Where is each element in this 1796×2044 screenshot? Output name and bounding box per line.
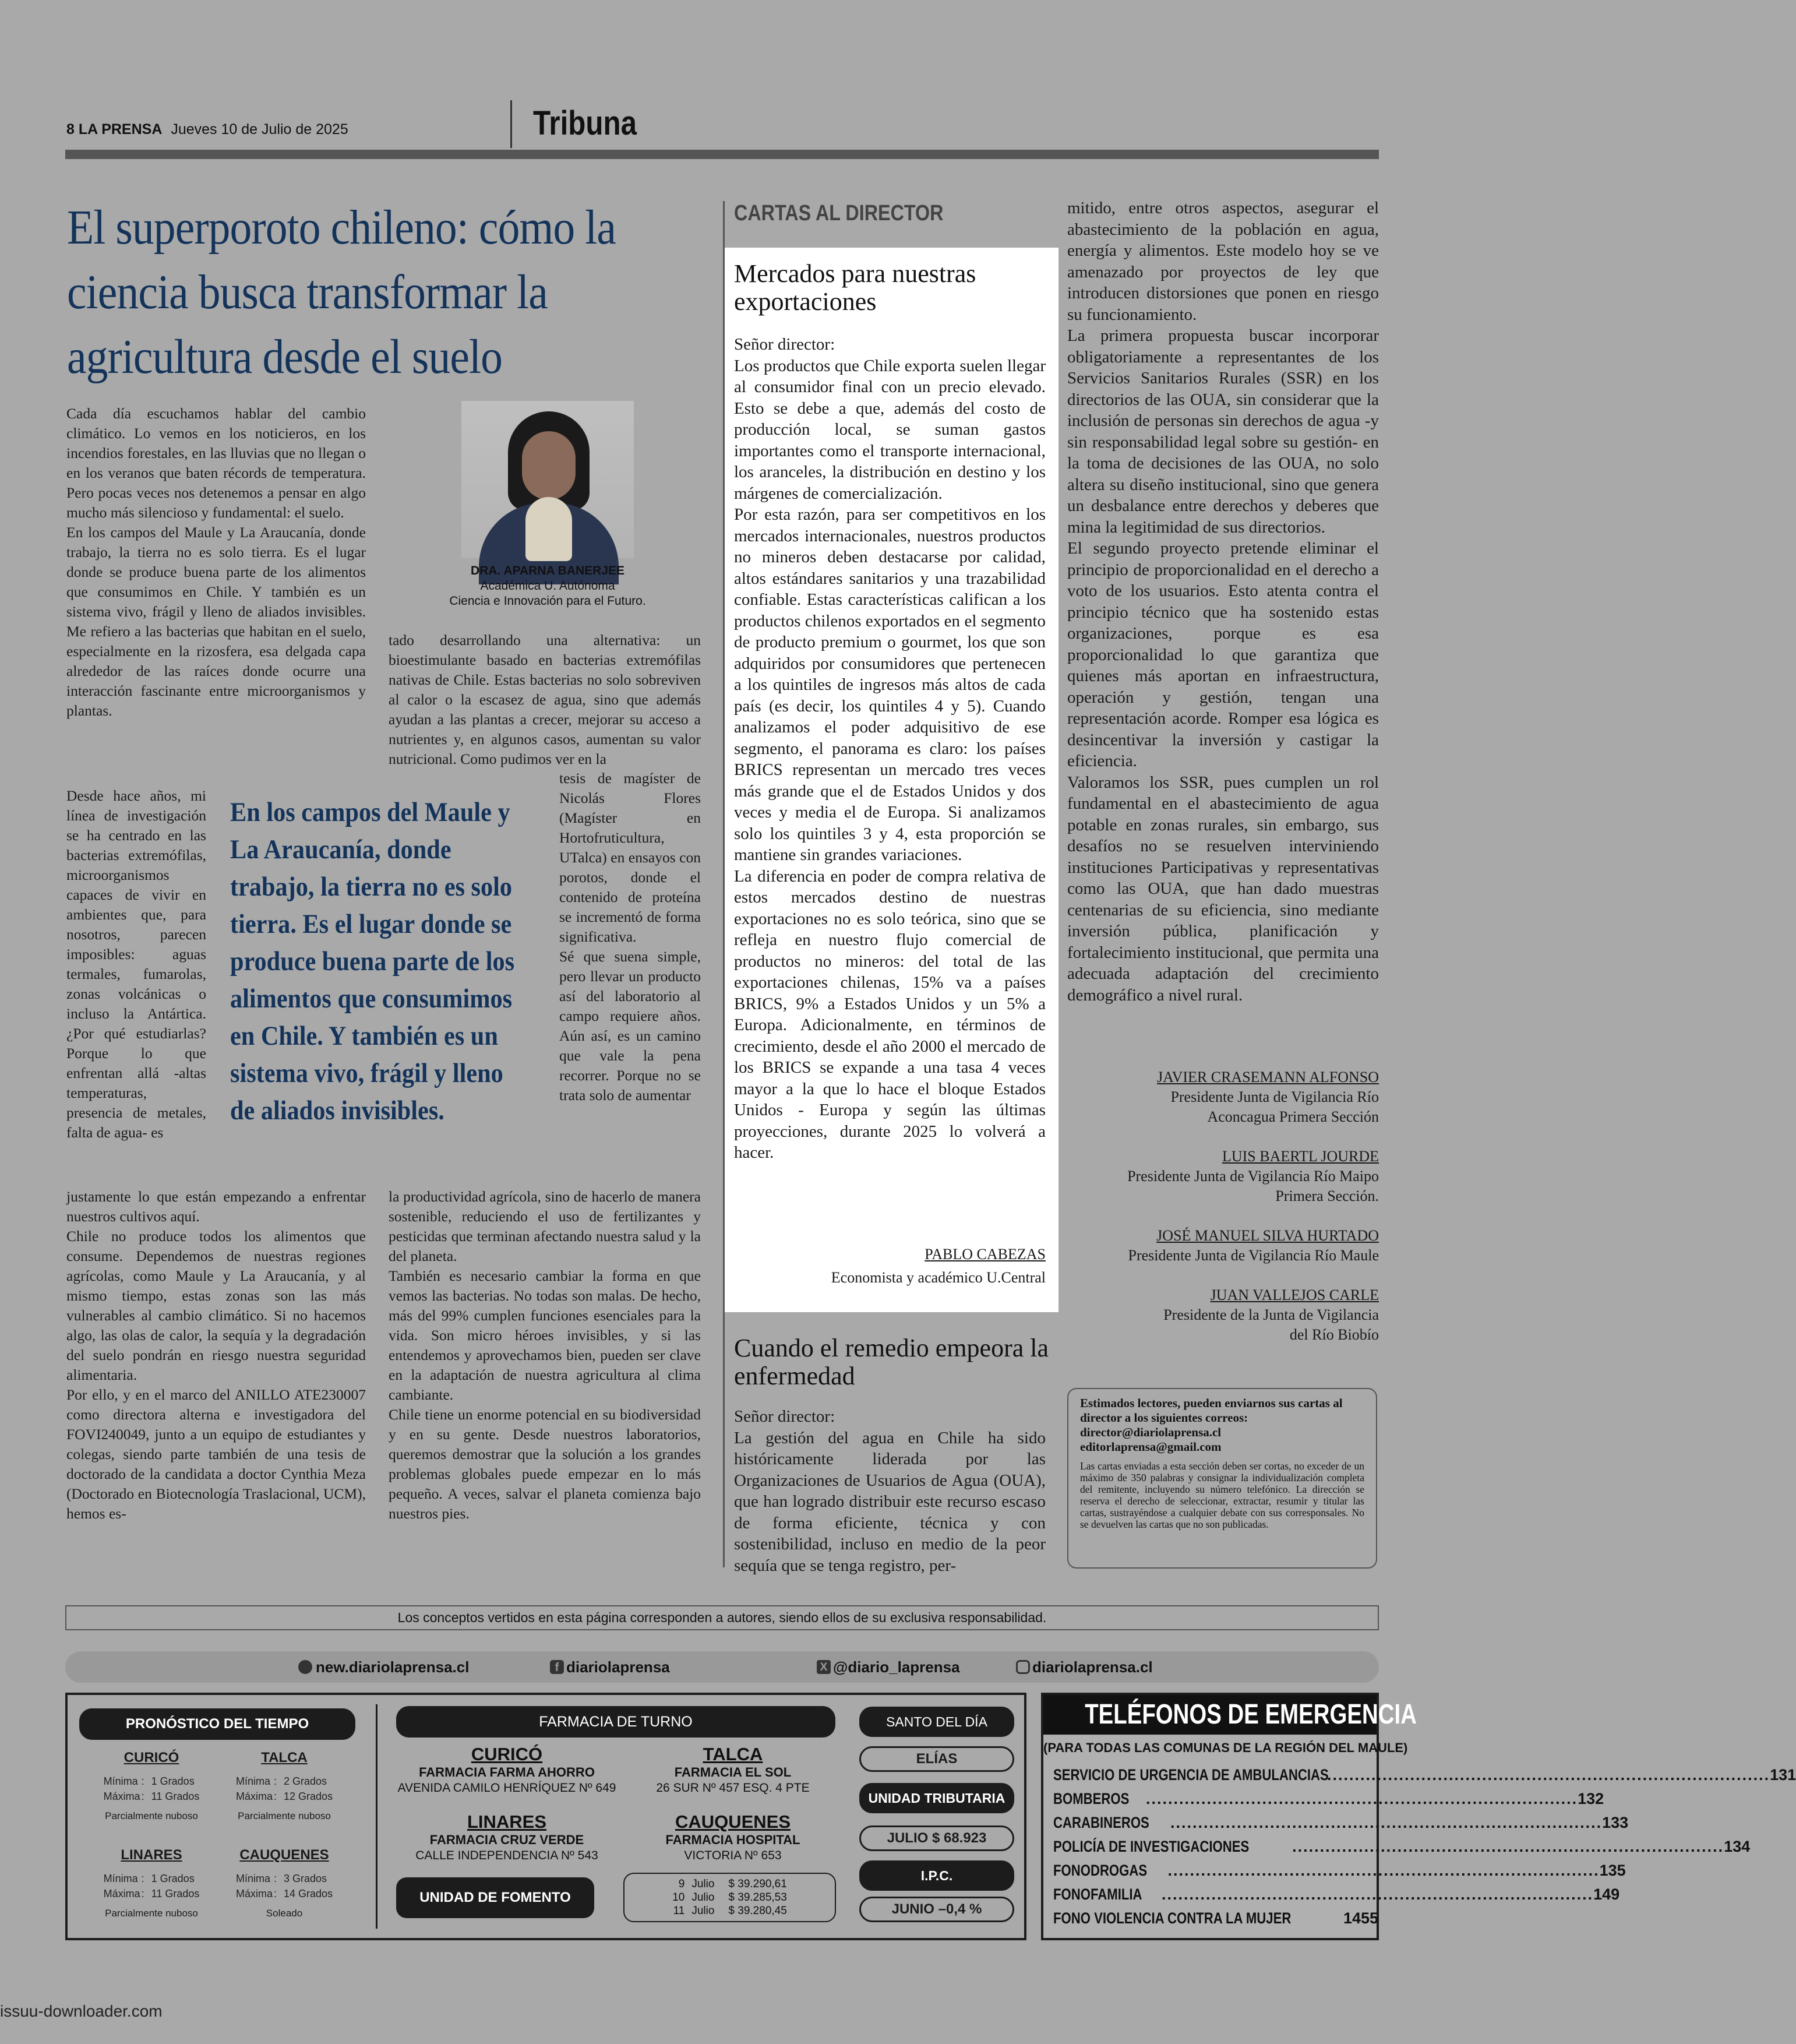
weather-linares: [87, 1847, 216, 1919]
uf-row: 9 Julio $ 39.290,61: [678, 1878, 787, 1890]
pharmacy-curico: [379, 1745, 635, 1796]
author-role-2: Ciencia e Innovación para el Futuro.: [449, 594, 646, 608]
pharmacy-address: VICTORIA Nº 653: [684, 1849, 782, 1862]
uf-table: [623, 1873, 836, 1922]
social-facebook-label: diariolaprensa: [566, 1658, 670, 1676]
pharmacy-name: FARMACIA FARMA AHORRO: [419, 1765, 595, 1779]
signer-role: Presidente Junta de Vigilancia Río Maule: [1128, 1247, 1379, 1264]
utm-label: UNIDAD TRIBUTARIA: [859, 1783, 1014, 1813]
uf-row: 10 Julio $ 39.285,53: [672, 1891, 787, 1904]
ipc-value: JUNIO –0,4 %: [859, 1897, 1014, 1922]
disclaimer-box: [65, 1605, 1379, 1630]
author-name: DRA. APARNA BANERJEE: [470, 564, 625, 577]
uf-row: 11 Julio $ 39.280,45: [673, 1905, 787, 1917]
letters-info-box: [1067, 1388, 1377, 1569]
weather-cauquenes: [220, 1847, 348, 1919]
info-email-2[interactable]: editorlaprensa@gmail.com: [1080, 1440, 1222, 1454]
letter-paragraph: La primera propuesta buscar incorporar obligatoriamente a representantes de los Servicios Sanitarios Rurales (SSR) en los directorios de las OUA, sin considerar que la inclusión de personas sin derechos de agua -y sin responsabilidad legal sobre su gestión- en la toma de decisiones de las OUA, no solo altera su diseño institucional, sino que genera un desbalance entre derechos y deberes que mina la legitimidad de sus directorios.: [1067, 326, 1379, 537]
article-paragraph: tesis de magíster de Nicolás Flores (Magíster en Hortofruticultura, UTalca) en ensayos con porotos, donde el contenido de proteína se incrementó de forma significativa.: [559, 770, 701, 945]
article-paragraph: la productividad agrícola, sino de hacerlo de manera sostenible, reduciendo el uso de fertilizantes y pesticidas que terminan afectando nuestra salud y la del planeta.: [389, 1188, 701, 1264]
weather-desc: Parcialmente nuboso: [105, 1810, 198, 1821]
social-facebook[interactable]: [550, 1658, 670, 1676]
header-rule: [65, 150, 1379, 159]
article-title: El superporoto chileno: cómo la ciencia busca transformar la agricultura desde el suelo: [67, 200, 616, 384]
pharmacy-title: FARMACIA DE TURNO: [396, 1706, 835, 1738]
x-icon: X: [817, 1660, 831, 1674]
emergency-title: [1043, 1695, 1417, 1735]
pharmacy-talca: [622, 1745, 844, 1796]
page-number: 8: [66, 121, 75, 138]
ipc-label: I.P.C.: [859, 1860, 1014, 1891]
article-col1-narrow: [66, 786, 206, 1182]
issue-date: Jueves 10 de Julio de 2025: [171, 121, 348, 138]
pharmacy-name: FARMACIA HOSPITAL: [665, 1832, 800, 1847]
emergency-list: [1053, 1763, 1796, 1930]
emergency-row: SERVICIO DE URGENCIA DE AMBULANCIAS ................................................................................ 131: [1053, 1766, 1796, 1784]
emergency-row: FONO VIOLENCIA CONTRA LA MUJER 1455: [1053, 1909, 1379, 1927]
weather-city-name: CURICÓ: [124, 1750, 179, 1765]
letter-paragraph: mitido, entre otros aspectos, asegurar el abastecimiento de la población en agua, energía y alimentos. Este modelo hoy se ve amenazado por proyectos de ley que introducen distorsiones que ponen en riesgo su funcionamiento.: [1067, 199, 1379, 324]
social-bar: [65, 1651, 1379, 1683]
pharmacy-city: TALCA: [703, 1744, 763, 1764]
letter1-body: [734, 334, 1046, 1164]
uf-rows: [672, 1877, 787, 1918]
letters-section-title: CARTAS AL DIRECTOR: [734, 201, 944, 225]
author-role-1: Académica U. Autónoma: [480, 579, 615, 593]
article-paragraph: En los campos del Maule y La Araucanía, donde trabajo, la tierra no es solo tierra. Es el lugar donde se produce buena parte de los alimentos que consumimos en Chile. Y también es un sistema vivo, frágil y lleno de aliados invisibles. Me refiero a las bacterias que habitan en el suelo, especialmente en la rizosfera, esa delgada capa alrededor de las raíces donde ocurre una interacción fascinante entre microorganismos y plantas.: [66, 524, 366, 719]
uf-label: UNIDAD DE FOMENTO: [396, 1877, 594, 1918]
emergency-title-text: TELÉFONOS DE EMERGENCIA: [1085, 1699, 1417, 1730]
article-col1-top: [66, 404, 366, 788]
social-web[interactable]: [298, 1658, 469, 1676]
social-x[interactable]: [817, 1658, 960, 1676]
article-col2-narrow: [559, 766, 701, 1187]
weather-values: Mínima : 3 Grados Máxima : 14 Grados: [235, 1873, 333, 1899]
letter2-signatures: [1067, 1067, 1379, 1345]
social-instagram-label: diariolaprensa.cl: [1032, 1658, 1153, 1676]
pharmacy-city: CURICÓ: [471, 1744, 543, 1764]
weather-values: Mínima : 1 Grados Máxima : 11 Grados: [103, 1775, 200, 1802]
author-photo: [461, 401, 634, 558]
letter1-salutation: Señor director:: [734, 335, 835, 354]
santo-value: ELÍAS: [859, 1746, 1014, 1772]
author-caption: [431, 563, 664, 609]
page-header: [66, 121, 521, 145]
letter-paragraph: La gestión del agua en Chile ha sido históricamente liderada por las Organizaciones de Usuarios de Agua (OUA), que han logrado distribuir este recurso escaso de forma eficiente, técnica y con sostenibilidad, incluso en medio de la peor sequía que se tenga registro, per-: [734, 1428, 1046, 1575]
letter-paragraph: La diferencia en poder de compra relativa de estos mercados destino de nuestras exportaciones no es solo teórica, sino que se refleja en nuestro flujo comercial de productos no mineros: del total de las exportaciones chilenas, 15% va a países BRICS, 9% a Estados Unidos y un 5% a Europa. Adicionalmente, en términos de crecimiento, desde el año 2000 el mercado de los BRICS se expande a una tasa 4 veces mayor a la que lo hace el bloque Estados Unidos - Europa y según las últimas proyecciones, durante 2025 lo volverá a hacer.: [734, 866, 1046, 1162]
disclaimer-text: Los conceptos vertidos en esta página corresponden a autores, siendo ellos de su exclusiva responsabilidad.: [397, 1610, 1047, 1625]
letter2-body: [734, 1406, 1046, 1576]
author-scarf: [525, 497, 572, 561]
author-face: [522, 431, 576, 500]
pharmacy-name: FARMACIA CRUZ VERDE: [429, 1832, 584, 1847]
pharmacy-linares: [379, 1812, 635, 1863]
signer-name: LUIS BAERTL JOURDE: [1222, 1148, 1379, 1165]
social-instagram[interactable]: [1016, 1658, 1153, 1676]
signer-role: Aconcagua Primera Sección: [1207, 1108, 1379, 1125]
article-paragraph: tado desarrollando una alternativa: un bioestimulante basado en bacterias extremófilas nativas de Chile. Estas bacterias no solo sobreviven al calor o la escasez de agua, sino que además ayudan a las plantas a crecer, mejorar su acceso a nutrientes y, en algunos casos, aumentan su valor nutricional. Como pudimos ver en la: [389, 632, 701, 767]
weather-values: Mínima : 2 Grados Máxima : 12 Grados: [235, 1775, 333, 1802]
letter2-title: Cuando el remedio empeora la enfermedad: [734, 1334, 1049, 1390]
pharmacy-address: CALLE INDEPENDENCIA Nº 543: [415, 1849, 598, 1862]
article-paragraph: Por ello, y en el marco del ANILLO ATE230007 como directora alterna e investigadora del FOVI240049, junto a un equipo de estudiantes y colegas, siendo parte también de una tesis de doctorado de la candidata a doctor Cynthia Meza (Doctorado en Biotecnología Traslacional, UCM), hemos es-: [66, 1386, 366, 1522]
letter1-signer: PABLO CABEZAS: [925, 1246, 1046, 1263]
letter1-signer-role: Economista y académico U.Central: [831, 1269, 1046, 1286]
signer-role: Presidente Junta de Vigilancia Río: [1170, 1088, 1379, 1105]
weather-divider: [376, 1704, 377, 1929]
weather-city-name: CAUQUENES: [239, 1847, 329, 1863]
weather-desc: Soleado: [266, 1908, 303, 1919]
letter2-continued: [1067, 198, 1379, 1006]
emergency-row: BOMBEROS .............................................................................. 132: [1053, 1790, 1604, 1807]
letter-paragraph: Valoramos los SSR, pues cumplen un rol fundamental en el abastecimiento de agua potable en zonas rurales, sin embargo, sus desafíos no se resuelven interviniendo instituciones Participativas y representativas como las OUA, que han dado muestras centenarias de su eficiencia, sino mediante inversión pública, planificación y fortalecimiento institucional, que permita una adecuada adaptación del crecimiento demográfico a nivel rural.: [1067, 773, 1379, 1005]
letter1-signature: [734, 1245, 1046, 1288]
signer-name: JUAN VALLEJOS CARLE: [1210, 1287, 1379, 1303]
social-x-label: @diario_laprensa: [833, 1658, 960, 1676]
signer-block: [1067, 1067, 1379, 1127]
pharmacy-cauquenes: [622, 1812, 844, 1863]
article-paragraph: Chile no produce todos los alimentos que consume. Dependemos de nuestras regiones agrícolas, como Maule y La Araucanía, y al mismo tiempo, estas zonas son las más vulnerables al cambio climático. Si no hacemos algo, las olas de calor, la sequía y la degradación del suelo pondrán en riesgo nuestra seguridad alimentaria.: [66, 1228, 366, 1383]
signer-role: Presidente de la Junta de Vigilancia: [1163, 1306, 1379, 1323]
signer-role: del Río Biobío: [1289, 1326, 1379, 1343]
pull-quote: En los campos del Maule y La Araucanía, donde trabajo, la tierra no es solo tierra. Es el lugar donde se produce buena parte de los alimentos que consumimos en Chile. Y también es un sistema vivo, frágil y lleno de aliados invisibles.: [230, 797, 515, 1126]
pharmacy-name: FARMACIA EL SOL: [674, 1765, 792, 1779]
globe-icon: [298, 1660, 312, 1674]
utm-value: JULIO $ 68.923: [859, 1825, 1014, 1851]
info-rules: Las cartas enviadas a esta sección deben ser cortas, no exceder de un máximo de 350 palabras y consignar la individualización completa del remitente, incluyendo su número telefónico. La dirección se reserva el derecho de seleccionar, extractar, resumir y titular las cartas, sustrayéndose a cualquier debate con sus corresponsales. No se devuelven las cartas que no son publicadas.: [1080, 1460, 1364, 1530]
pharmacy-address: 26 SUR Nº 457 ESQ. 4 PTE: [656, 1781, 810, 1795]
letter-paragraph: Los productos que Chile exporta suelen llegar al consumidor final con un precio elevado. Esto se debe a que, además del costo de producción local, se suman gastos importantes como el transporte internacional, los aranceles, la distribución en destino y los márgenes de comercialización.: [734, 356, 1046, 503]
weather-desc: Parcialmente nuboso: [105, 1908, 198, 1919]
paper-name: LA PRENSA: [78, 121, 163, 138]
pharmacy-city: CAUQUENES: [675, 1812, 791, 1832]
article-col2-top: [389, 630, 701, 789]
weather-values: Mínima : 1 Grados Máxima : 11 Grados: [103, 1873, 200, 1899]
facebook-icon: f: [550, 1660, 564, 1674]
weather-title: PRONÓSTICO DEL TIEMPO: [79, 1708, 355, 1740]
weather-city-name: TALCA: [261, 1750, 308, 1765]
article-paragraph: Cada día escuchamos hablar del cambio climático. Lo vemos en los noticieros, en los incendios forestales, en las lluvias que no llegan o en los veranos que baten récords de temperatura. Pero pocas veces nos detenemos a pensar en algo mucho más silencioso y fundamental: el suelo.: [66, 405, 366, 521]
article-paragraph: Sé que suena simple, pero llevar un producto así del laboratorio al campo requiere años. Aún así, es un camino que vale la pena recorrer. Porque no se trata solo de aumentar: [559, 948, 701, 1104]
signer-block: [1067, 1226, 1379, 1266]
weather-desc: Parcialmente nuboso: [238, 1810, 331, 1821]
weather-talca: [220, 1750, 348, 1822]
article-col1-bottom: [66, 1187, 366, 1569]
signer-name: JOSÉ MANUEL SILVA HURTADO: [1156, 1227, 1379, 1244]
santo-label: SANTO DEL DÍA: [859, 1707, 1014, 1737]
signer-role: Presidente Junta de Vigilancia Río Maipo: [1127, 1168, 1379, 1185]
watermark: issuu-downloader.com: [0, 2002, 163, 2020]
article-paragraph: Chile tiene un enorme potencial en su biodiversidad y en su gente. Desde nuestros laboratorios, queremos demostrar que la solución a los grandes problemas globales puede empezar en lo más pequeño. A veces, salvar el planeta comienza bajo nuestros pies.: [389, 1406, 701, 1522]
emergency-row: FONODROGAS .............................................................................. 135: [1053, 1862, 1626, 1879]
letter-paragraph: Por esta razón, para ser competitivos en los mercados internacionales, nuestros productos no mineros deben destacarse por calidad, altos estándares sanitarios y una trazabilidad confiable. Estas características califican a los productos chilenos exportados en el segmento de producto premium o gourmet, los que son adquiridos por consumidores que pertenecen a los quintiles de ingresos más altos de cada país (es decir, los quintiles 4 y 5). Cuando analizamos el poder adquisitivo de ese segmento, el panorama es claro: los países BRICS representan un mercado tres veces más grande que el de Estados Unidos y dos veces y media el de Europa. Si analizamos solo los quintiles 3 y 4, esta proporción se mantiene sin grandes variaciones.: [734, 505, 1046, 864]
signer-block: [1067, 1147, 1379, 1206]
emergency-row: FONOFAMILIA .............................................................................. 149: [1053, 1886, 1620, 1903]
emergency-subtitle: (PARA TODAS LAS COMUNAS DE LA REGIÓN DEL MAULE): [1043, 1740, 1408, 1755]
emergency-row: POLICÍA DE INVESTIGACIONES .............................................................................. 134: [1053, 1838, 1751, 1855]
info-intro: Estimados lectores, pueden enviarnos sus cartas al director a los siguientes correos:: [1080, 1396, 1343, 1425]
info-email-1[interactable]: director@diariolaprensa.cl: [1080, 1425, 1222, 1439]
signer-name: JAVIER CRASEMANN ALFONSO: [1157, 1069, 1379, 1086]
pharmacy-address: AVENIDA CAMILO HENRÍQUEZ Nº 649: [397, 1781, 616, 1795]
letter-paragraph: El segundo proyecto pretende eliminar el principio de proporcionalidad en el derecho a voto de los usuarios. Esto atenta contra el principio técnico que ha sostenido estas organizaciones, porque es esa proporcionalidad lo que garantiza que quienes más aportan en infraestructura, operación y gestión, tengan una representación acorde. Romper esa lógica es desincentivar la inversión y castigar la eficiencia.: [1067, 539, 1379, 770]
article-col2-bottom: [389, 1187, 701, 1569]
instagram-icon: [1016, 1660, 1030, 1674]
article-paragraph: justamente lo que están empezando a enfrentar nuestros cultivos aquí.: [66, 1188, 366, 1225]
signer-role: Primera Sección.: [1275, 1187, 1379, 1204]
letter2-salutation: Señor director:: [734, 1407, 835, 1426]
social-web-label: new.diariolaprensa.cl: [316, 1658, 470, 1676]
signer-block: [1067, 1285, 1379, 1345]
section-title: Tribuna: [533, 104, 637, 142]
weather-city-name: LINARES: [121, 1847, 182, 1863]
header-divider: [510, 100, 512, 148]
article-paragraph: Desde hace años, mi línea de investigación se ha centrado en las bacterias extremófilas, microorganismos capaces de vivir en ambientes que, para nosotros, parecen imposibles: aguas termales, fumarolas, zonas volcánicas o incluso la Antártica. ¿Por qué estudiarlas? Porque lo que enfrentan allá -altas temperaturas, presencia de metales, falta de agua- es: [66, 787, 206, 1141]
pharmacy-city: LINARES: [467, 1812, 547, 1832]
emergency-row: CARABINEROS .............................................................................. 133: [1053, 1814, 1629, 1831]
weather-curico: [87, 1750, 216, 1822]
article-paragraph: También es necesario cambiar la forma en que vemos las bacterias. No todas son malas. De hecho, más del 99% cumplen funciones esenciales para la vida. Son micro héroes invisibles, y si las entendemos y aprovechamos bien, pueden ser clave en la adaptación de nuestra agricultura al clima cambiante.: [389, 1267, 701, 1403]
letter1-title: Mercados para nuestras exportaciones: [734, 259, 976, 316]
